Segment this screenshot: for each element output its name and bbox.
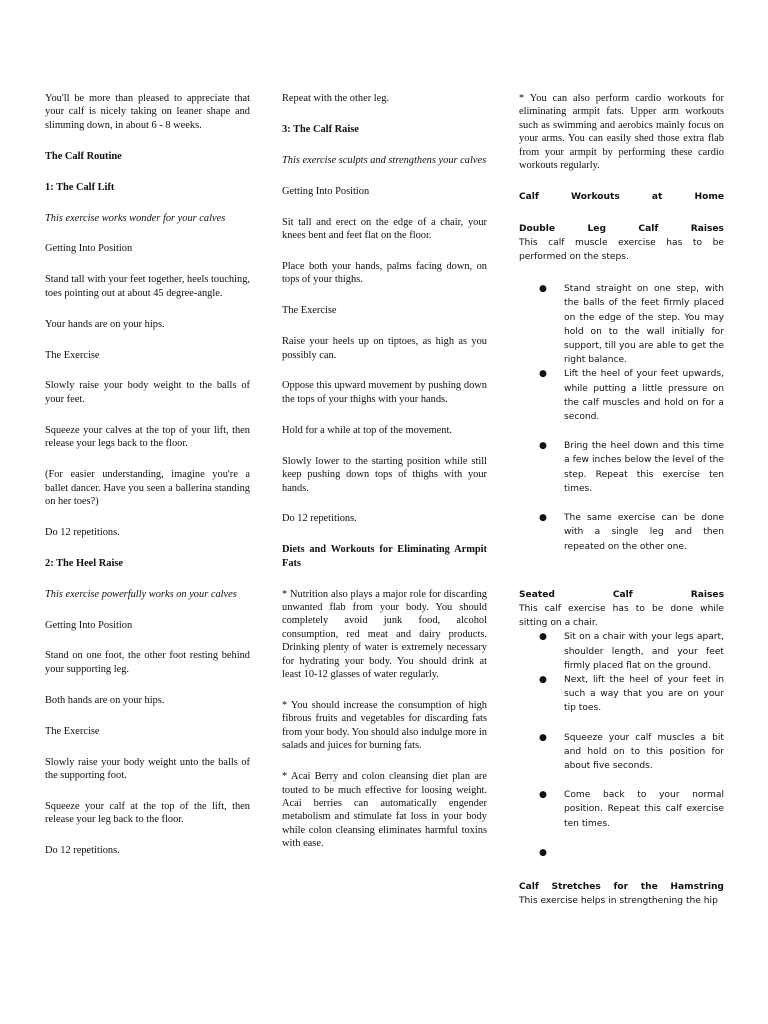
- calf-raise-step-6: Slowly lower to the starting position while still keep pushing down tops of thighs with your hands.: [282, 455, 487, 494]
- getting-into-position-label: Getting Into Position: [45, 243, 133, 255]
- diet-tip-2: * You should increase the consumption of high fibrous fruits and vegetables for discarding fats from your body. You should also indulge more in salads and juices for burning fats.: [282, 699, 487, 752]
- seated-description: This calf exercise has to be done while sitting on a chair.: [519, 603, 724, 629]
- repetitions-note: Do 12 repetitions.: [45, 845, 120, 857]
- calf-lift-step-5: (For easier understanding, imagine you're a ballet dancer. Have you seen a ballerina standing on her toes?): [45, 469, 250, 507]
- column-1: [45, 92, 250, 875]
- heading-seated-calf-raises: Seated Calf Raises: [519, 589, 724, 600]
- diet-tip-3: * Acai Berry and colon cleansing diet plan are touted to be much effective for loosing weight. Acai berries can automatically engender metabolism and stimulate fat loss in your body while colon cleansing eliminates harmful toxins with ease.: [282, 771, 487, 850]
- bullet-icon: ●: [539, 369, 547, 380]
- bullet-icon: ●: [539, 513, 547, 524]
- list-item: ● Squeeze your calf muscles a bit and hold on to this position for about five seconds.: [539, 732, 724, 771]
- heading-heel-raise: 2: The Heel Raise: [45, 557, 124, 569]
- bullet-icon: ●: [539, 732, 547, 743]
- repeat-note: Repeat with the other leg.: [282, 93, 390, 104]
- double-leg-steps-list: [519, 282, 724, 553]
- calf-lift-step-4: Squeeze your calves at the top of your lift, then release your legs back to the floor.: [45, 424, 250, 450]
- heel-raise-step-3: Slowly raise your body weight unto the balls of the supporting foot.: [45, 756, 250, 781]
- heel-raise-step-1: Stand on one foot, the other foot resting behind your supporting leg.: [45, 650, 250, 675]
- list-item: ● Stand straight on one step, with the balls of the feet firmly placed on the edge of the step. You may hold on to the wall initially for support, till you are able to get the right balance.: [539, 284, 724, 366]
- heading-calf-lift: 1: The Calf Lift: [45, 181, 115, 193]
- list-item: ● Come back to your normal position. Repeat this calf exercise ten times.: [539, 790, 724, 829]
- bullet-icon: ●: [539, 790, 547, 801]
- calf-raise-step-4: Oppose this upward movement by pushing down the tops of your thighs with your hands.: [282, 380, 487, 405]
- the-exercise-label: The Exercise: [45, 725, 100, 737]
- calf-raise-step-1: Sit tall and erect on the edge of a chair, your knees bent and feet flat on the floor.: [282, 216, 487, 242]
- calf-raise-step-5: Hold for a while at top of the movement.: [282, 424, 452, 436]
- list-item: ● Sit on a chair with your legs apart, shoulder length, and your feet firmly placed flat on the ground.: [539, 632, 724, 671]
- calf-raise-step-3: Raise your heels up on tiptoes, as high as you possibly can.: [282, 336, 487, 361]
- calf-lift-description: This exercise works wonder for your calves: [45, 212, 226, 224]
- list-item: ● The same exercise can be done with a single leg and then repeated on the other one.: [539, 513, 724, 552]
- column-3: [519, 92, 724, 908]
- heel-raise-description: This exercise powerfully works on your calves: [45, 588, 237, 600]
- cardio-tip: * You can also perform cardio workouts for eliminating armpit fats. Upper arm workouts such as swimming and aerobics mainly focus on your arms. You can easily shed those extra flab from your armpit by performing these cardio workouts regularly.: [519, 93, 724, 172]
- heel-raise-step-2: Both hands are on your hips.: [45, 694, 165, 706]
- bullet-icon: ●: [539, 632, 547, 643]
- list-item: ● Bring the heel down and this time a few inches below the level of the step. Repeat this exercise ten times.: [539, 441, 724, 494]
- bullet-icon: ●: [539, 847, 547, 858]
- list-item: [519, 846, 724, 860]
- repetitions-note: Do 12 repetitions.: [45, 526, 120, 538]
- stretch-description: This exercise helps in strengthening the hip: [519, 895, 718, 906]
- heel-raise-step-4: Squeeze your calf at the top of the lift, then release your leg back to the floor.: [45, 800, 250, 826]
- getting-into-position-label: Getting Into Position: [45, 619, 133, 631]
- column-2: [282, 92, 487, 868]
- seated-steps-list: [519, 630, 724, 859]
- bullet-icon: ●: [539, 674, 547, 685]
- calf-lift-step-3: Slowly raise your body weight to the balls of your feet.: [45, 380, 250, 405]
- heading-diets-workouts: Diets and Workouts for Eliminating Armpit Fats: [282, 544, 487, 569]
- bullet-icon: ●: [539, 284, 547, 295]
- calf-raise-description: This exercise sculpts and strengthens your calves: [282, 154, 487, 166]
- bullet-icon: ●: [539, 441, 547, 452]
- calf-raise-step-2: Place both your hands, palms facing down, on tops of your thighs.: [282, 260, 487, 286]
- heading-double-leg-calf-raises: Double Leg Calf Raises: [519, 223, 724, 234]
- list-item: ● Lift the heel of your feet upwards, while putting a little pressure on the calf muscles and hold on for a second.: [539, 369, 724, 423]
- heading-calf-stretches: Calf Stretches for the Hamstring: [519, 881, 724, 892]
- the-exercise-label: The Exercise: [45, 349, 100, 361]
- heading-calf-workouts-at-home: Calf Workouts at Home: [519, 192, 724, 203]
- the-exercise-label: The Exercise: [282, 305, 337, 317]
- getting-into-position-label: Getting Into Position: [282, 185, 370, 197]
- diet-tip-1: * Nutrition also plays a major role for discarding unwanted flab from your body. You should completely avoid junk food, alcohol consumption, red meat and dairy products. Drinking plenty of water is extremely necessary for hydrating your body. You should drink at least 10-12 glasses of water regularly.: [282, 588, 487, 681]
- heading-calf-raise: 3: The Calf Raise: [282, 123, 359, 135]
- repetitions-note: Do 12 repetitions.: [282, 513, 357, 525]
- double-leg-description: This calf muscle exercise has to be performed on the steps.: [519, 237, 724, 263]
- calf-lift-step-1: Stand tall with your feet together, heels touching, toes pointing out at about 45 degree-angle.: [45, 274, 250, 299]
- intro-paragraph: You'll be more than pleased to appreciate that your calf is nicely taking on leaner shape and slimming down, in about 6 - 8 weeks.: [45, 93, 250, 131]
- heading-calf-routine: The Calf Routine: [45, 150, 122, 162]
- calf-lift-step-2: Your hands are on your hips.: [45, 318, 165, 330]
- list-item: ● Next, lift the heel of your feet in such a way that you are on your tip toes.: [539, 674, 724, 714]
